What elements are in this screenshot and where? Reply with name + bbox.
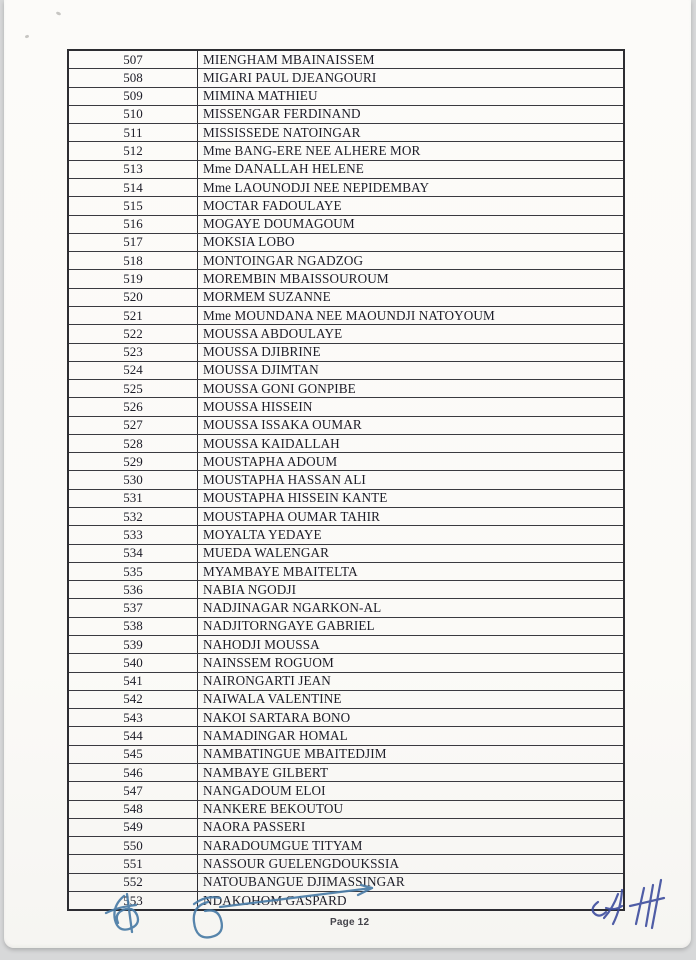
table-row — [69, 252, 623, 270]
row-name-cell: NAIRONGARTI JEAN — [203, 673, 331, 689]
row-number-cell: 508 — [69, 69, 198, 86]
row-number-cell: 531 — [69, 490, 198, 507]
row-number-cell: 547 — [69, 782, 198, 799]
row-name-cell: MOUSSA KAIDALLAH — [203, 435, 340, 451]
row-name-cell: NARADOUMGUE TITYAM — [203, 837, 363, 853]
row-name-cell: MISSISSEDE NATOINGAR — [203, 124, 361, 140]
row-name-cell: NAIWALA VALENTINE — [203, 691, 342, 707]
row-name-cell: MOGAYE DOUMAGOUM — [203, 216, 355, 232]
row-number-cell: 537 — [69, 599, 198, 616]
row-name-cell: MOUSSA DJIMTAN — [203, 362, 319, 378]
row-name-cell: NADJITORNGAYE GABRIEL — [203, 618, 375, 634]
table-row — [69, 581, 623, 599]
row-number-cell: 523 — [69, 344, 198, 361]
table-row — [69, 490, 623, 508]
row-name-cell: MIENGHAM MBAINAISSEM — [203, 51, 375, 67]
table-row — [69, 801, 623, 819]
row-name-cell: NAKOI SARTARA BONO — [203, 709, 351, 725]
table-row — [69, 88, 623, 106]
row-name-cell: MYAMBAYE MBAITELTA — [203, 563, 358, 579]
table-row — [69, 782, 623, 800]
row-number-cell: 527 — [69, 417, 198, 434]
row-number-cell: 521 — [69, 307, 198, 324]
table-row — [69, 837, 623, 855]
row-number-cell: 528 — [69, 435, 198, 452]
row-name-cell: MOUSTAPHA HASSAN ALI — [203, 472, 366, 488]
table-row — [69, 453, 623, 471]
table-row — [69, 599, 623, 617]
row-name-cell: MORMEM SUZANNE — [203, 289, 331, 305]
row-number-cell: 525 — [69, 380, 198, 397]
row-number-cell: 519 — [69, 270, 198, 287]
row-name-cell: NANKERE BEKOUTOU — [203, 801, 344, 817]
row-name-cell: MOUSTAPHA ADOUM — [203, 453, 338, 469]
row-name-cell: Mme LAOUNODJI NEE NEPIDEMBAY — [203, 179, 430, 195]
row-number-cell: 539 — [69, 636, 198, 653]
table-row — [69, 746, 623, 764]
row-number-cell: 515 — [69, 197, 198, 214]
row-number-cell: 553 — [69, 892, 198, 909]
table-row — [69, 216, 623, 234]
row-name-cell: MOCTAR FADOULAYE — [203, 197, 342, 213]
row-name-cell: MISSENGAR FERDINAND — [203, 106, 361, 122]
table-row — [69, 325, 623, 343]
row-number-cell: 510 — [69, 106, 198, 123]
row-number-cell: 545 — [69, 746, 198, 763]
row-number-cell: 533 — [69, 526, 198, 543]
row-name-cell: NAORA PASSERI — [203, 819, 306, 835]
row-number-cell: 514 — [69, 179, 198, 196]
row-number-cell: 541 — [69, 673, 198, 690]
table-row — [69, 526, 623, 544]
table-row — [69, 362, 623, 380]
row-name-cell: MOUSSA DJIBRINE — [203, 344, 321, 360]
row-number-cell: 544 — [69, 727, 198, 744]
row-number-cell: 513 — [69, 161, 198, 178]
row-number-cell: 507 — [69, 51, 198, 68]
table-row — [69, 819, 623, 837]
row-number-cell: 516 — [69, 216, 198, 233]
table-row — [69, 398, 623, 416]
row-number-cell: 517 — [69, 234, 198, 251]
row-number-cell: 509 — [69, 88, 198, 105]
row-name-cell: NATOUBANGUE DJIMASSINGAR — [203, 874, 405, 890]
row-name-cell: NAMADINGAR HOMAL — [203, 728, 348, 744]
table-row — [69, 618, 623, 636]
table-row — [69, 508, 623, 526]
table-row — [69, 435, 623, 453]
row-name-cell: NANGADOUM ELOI — [203, 782, 326, 798]
table-row — [69, 344, 623, 362]
row-number-cell: 543 — [69, 709, 198, 726]
table-row — [69, 636, 623, 654]
table-row — [69, 855, 623, 873]
roster-table — [67, 49, 625, 911]
row-name-cell: NAINSSEM ROGUOM — [203, 654, 334, 670]
row-name-cell: MOUSSA HISSEIN — [203, 398, 313, 414]
row-name-cell: MOUSSA GONI GONPIBE — [203, 380, 356, 396]
row-number-cell: 520 — [69, 289, 198, 306]
table-row — [69, 307, 623, 325]
row-number-cell: 538 — [69, 618, 198, 635]
row-name-cell: MIGARI PAUL DJEANGOURI — [203, 69, 377, 85]
table-row — [69, 563, 623, 581]
table-row — [69, 289, 623, 307]
row-number-cell: 511 — [69, 124, 198, 141]
row-number-cell: 550 — [69, 837, 198, 854]
table-row — [69, 106, 623, 124]
table-row — [69, 727, 623, 745]
row-name-cell: MOKSIA LOBO — [203, 234, 295, 250]
row-name-cell: Mme MOUNDANA NEE MAOUNDJI NATOYOUM — [203, 307, 495, 323]
row-number-cell: 552 — [69, 874, 198, 891]
row-name-cell: NASSOUR GUELENGDOUKSSIA — [203, 856, 400, 872]
row-number-cell: 532 — [69, 508, 198, 525]
row-name-cell: NAMBATINGUE MBAITEDJIM — [203, 746, 387, 762]
row-name-cell: NAHODJI MOUSSA — [203, 636, 320, 652]
row-name-cell: MOYALTA YEDAYE — [203, 526, 322, 542]
pencil-mark — [56, 11, 62, 16]
table-row — [69, 142, 623, 160]
row-number-cell: 529 — [69, 453, 198, 470]
row-name-cell: MUEDA WALENGAR — [203, 545, 330, 561]
row-number-cell: 536 — [69, 581, 198, 598]
table-row — [69, 161, 623, 179]
row-number-cell: 540 — [69, 654, 198, 671]
table-row — [69, 179, 623, 197]
table-row — [69, 691, 623, 709]
table-row — [69, 124, 623, 142]
row-name-cell: Mme DANALLAH HELENE — [203, 161, 364, 177]
row-number-cell: 524 — [69, 362, 198, 379]
row-name-cell: MIMINA MATHIEU — [203, 88, 318, 104]
table-row — [69, 545, 623, 563]
paper — [4, 0, 691, 948]
row-number-cell: 534 — [69, 545, 198, 562]
row-number-cell: 542 — [69, 691, 198, 708]
row-name-cell: NAMBAYE GILBERT — [203, 764, 329, 780]
table-row — [69, 51, 623, 69]
table-row — [69, 874, 623, 892]
row-number-cell: 512 — [69, 142, 198, 159]
table-row — [69, 764, 623, 782]
table-row — [69, 892, 623, 909]
page-number: Page 12 — [330, 917, 370, 928]
row-name-cell: MOUSSA ISSAKA OUMAR — [203, 417, 362, 433]
row-name-cell: NABIA NGODJI — [203, 581, 297, 597]
row-number-cell: 549 — [69, 819, 198, 836]
row-name-cell: MOUSTAPHA OUMAR TAHIR — [203, 508, 381, 524]
table-row — [69, 709, 623, 727]
row-name-cell: NADJINAGAR NGARKON-AL — [203, 600, 382, 616]
row-number-cell: 548 — [69, 801, 198, 818]
pencil-mark — [25, 34, 30, 38]
row-number-cell: 526 — [69, 398, 198, 415]
row-name-cell: MOREMBIN MBAISSOUROUM — [203, 271, 389, 287]
table-row — [69, 234, 623, 252]
table-row — [69, 69, 623, 87]
table-row — [69, 654, 623, 672]
table-row — [69, 380, 623, 398]
row-name-cell: MOUSTAPHA HISSEIN KANTE — [203, 490, 388, 506]
table-row — [69, 417, 623, 435]
row-number-cell: 551 — [69, 855, 198, 872]
row-number-cell: 530 — [69, 471, 198, 488]
row-number-cell: 535 — [69, 563, 198, 580]
row-number-cell: 518 — [69, 252, 198, 269]
table-row — [69, 197, 623, 215]
row-name-cell: MOUSSA ABDOULAYE — [203, 325, 343, 341]
table-row — [69, 673, 623, 691]
row-number-cell: 522 — [69, 325, 198, 342]
row-name-cell: NDAKOHOM GASPARD — [203, 892, 347, 908]
row-name-cell: Mme BANG-ERE NEE ALHERE MOR — [203, 143, 421, 159]
table-row — [69, 270, 623, 288]
row-name-cell: MONTOINGAR NGADZOG — [203, 252, 364, 268]
row-number-cell: 546 — [69, 764, 198, 781]
table-row — [69, 471, 623, 489]
